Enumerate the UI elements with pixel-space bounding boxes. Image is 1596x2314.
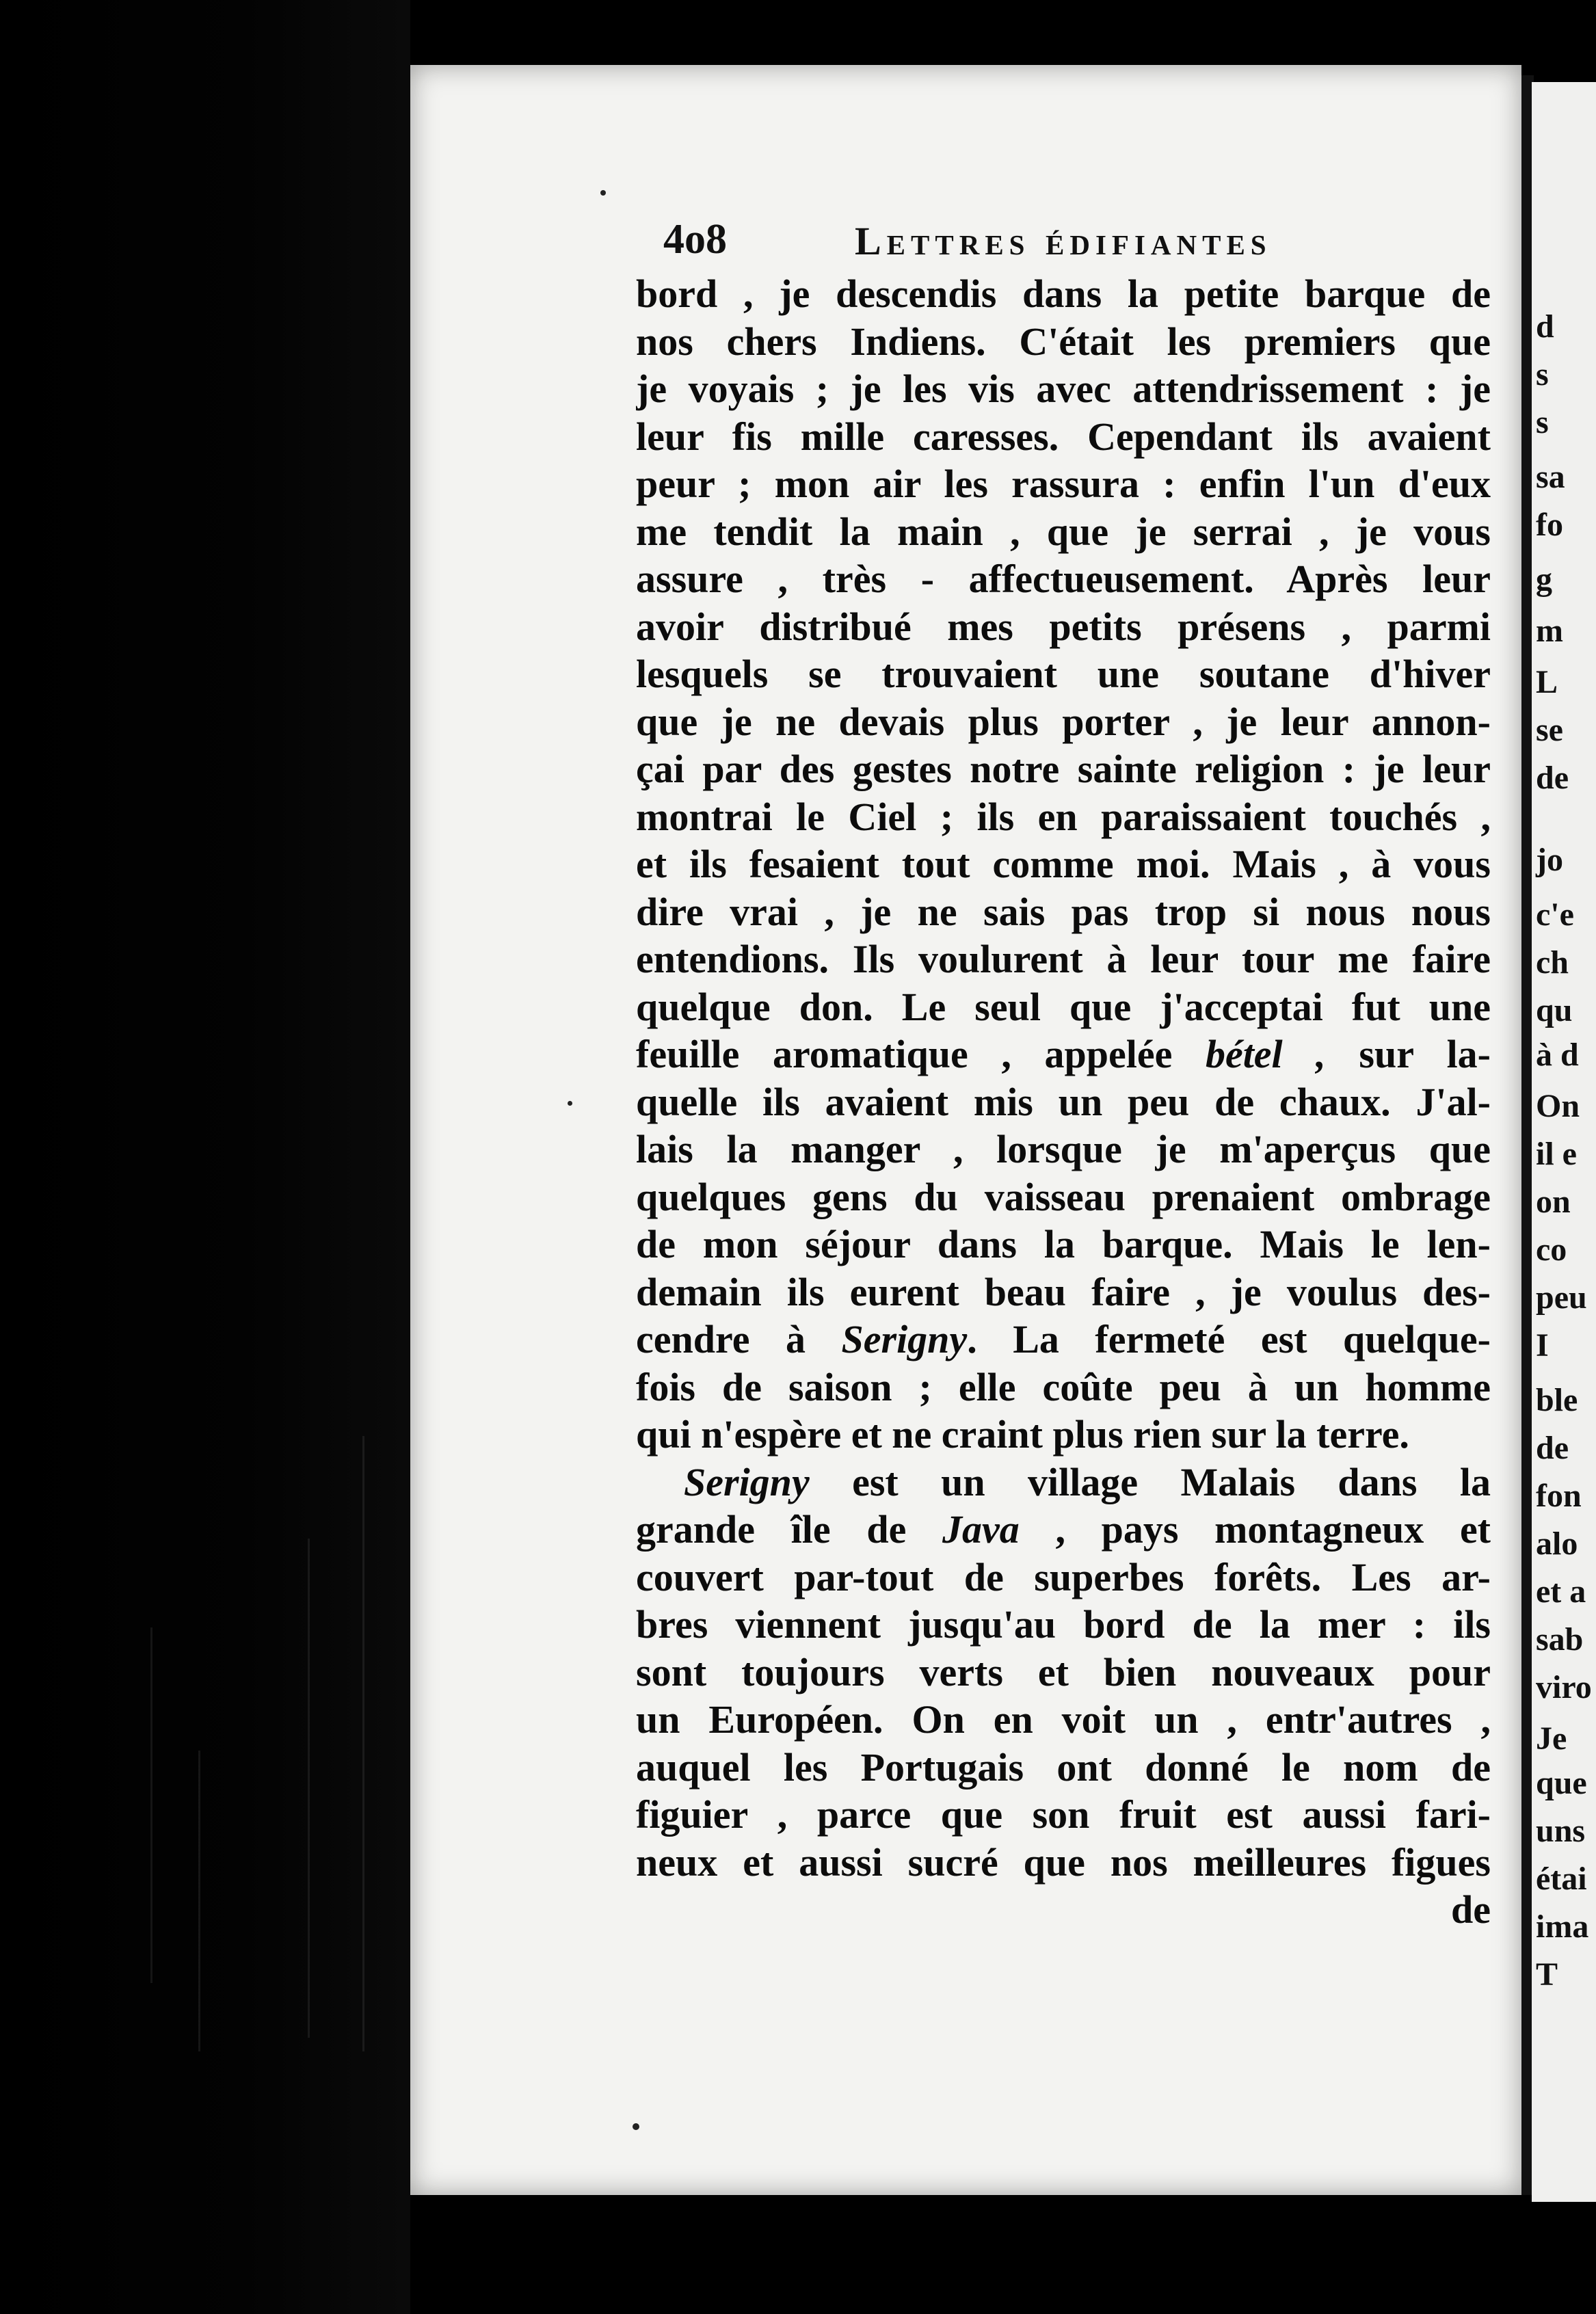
text-run: . La fermeté est quelque- bbox=[967, 1317, 1491, 1361]
facing-page-fragment: de bbox=[1536, 1430, 1569, 1466]
text-line bbox=[636, 698, 1491, 746]
facing-page-fragment: ima bbox=[1536, 1909, 1589, 1945]
facing-page-fragment: m bbox=[1536, 613, 1563, 649]
text-run: couvert par-tout de superbes forêts. Les ar- bbox=[636, 1554, 1491, 1599]
text-line bbox=[636, 1078, 1491, 1126]
text-run: , pays montagneux et bbox=[1019, 1507, 1491, 1552]
facing-page-fragment: de bbox=[1536, 760, 1569, 796]
facing-page-fragment: On bbox=[1536, 1088, 1580, 1124]
italic-text: bétel , bbox=[1205, 1032, 1326, 1076]
text-run: grande île de bbox=[636, 1507, 943, 1552]
facing-page-fragment: I bbox=[1536, 1327, 1549, 1364]
text-line bbox=[636, 460, 1491, 508]
italic-text: Serigny bbox=[684, 1459, 810, 1504]
text-line bbox=[636, 1459, 1491, 1506]
text-line bbox=[636, 1886, 1491, 1934]
text-run: neux et aussi sucré que nos meilleures figues bbox=[636, 1839, 1491, 1885]
facing-page-fragment: c'e bbox=[1536, 896, 1574, 933]
text-line bbox=[636, 1221, 1491, 1268]
text-run: avoir distribué mes petits présens , parmi bbox=[636, 604, 1491, 649]
text-run: entendions. Ils voulurent à leur tour me faire bbox=[636, 937, 1491, 981]
facing-page-fragment: d bbox=[1536, 308, 1554, 345]
facing-page-fragment: uns bbox=[1536, 1813, 1586, 1849]
text-line bbox=[636, 1173, 1491, 1221]
text-run: demain ils eurent beau faire , je voulus des- bbox=[636, 1269, 1491, 1314]
text-line bbox=[636, 983, 1491, 1031]
ink-speck bbox=[633, 2123, 639, 2130]
facing-page-fragment: alo bbox=[1536, 1526, 1578, 1562]
facing-page-fragment: g bbox=[1536, 561, 1552, 598]
facing-page-fragment: il e bbox=[1536, 1136, 1577, 1172]
facing-page-edge bbox=[1532, 82, 1596, 2202]
facing-page-fragment: ble bbox=[1536, 1382, 1578, 1418]
text-line bbox=[636, 365, 1491, 413]
facing-page-fragment: viro bbox=[1536, 1669, 1592, 1705]
text-line bbox=[636, 840, 1491, 888]
text-line bbox=[636, 270, 1491, 318]
facing-page-fragment: ch bbox=[1536, 944, 1569, 981]
text-run: quelque don. Le seul que j'acceptai fut une bbox=[636, 984, 1491, 1029]
text-run: bres viennent jusqu'au bord de la mer : ils bbox=[636, 1602, 1491, 1647]
text-run: çai par des gestes notre sainte religion : je leur bbox=[636, 747, 1491, 791]
text-run: assure , très - affectueusement. Après leur bbox=[636, 557, 1491, 601]
text-run: sont toujours verts et bien nouveaux pour bbox=[636, 1649, 1491, 1694]
page-header bbox=[663, 215, 1354, 277]
facing-page-fragment: co bbox=[1536, 1232, 1567, 1268]
facing-page-fragment: qu bbox=[1536, 992, 1573, 1028]
facing-page-fragment: peu bbox=[1536, 1279, 1587, 1316]
text-line bbox=[636, 413, 1491, 461]
facing-page-fragment: sab bbox=[1536, 1621, 1584, 1658]
text-line bbox=[636, 1506, 1491, 1554]
text-run: nos chers Indiens. C'était les premiers que bbox=[636, 319, 1491, 364]
text-run: figuier , parce que son fruit est aussi fari- bbox=[636, 1792, 1491, 1837]
text-line bbox=[636, 318, 1491, 366]
text-line bbox=[636, 555, 1491, 603]
italic-text: Serigny bbox=[841, 1317, 968, 1361]
facing-page-fragment: s bbox=[1536, 356, 1549, 393]
text-line bbox=[636, 1126, 1491, 1173]
page-number: 4o8 bbox=[663, 216, 727, 263]
facing-page-fragment: L bbox=[1536, 664, 1558, 700]
text-line bbox=[636, 1364, 1491, 1411]
scanner-background bbox=[0, 0, 410, 2314]
ink-speck bbox=[568, 1101, 572, 1106]
facing-page-fragment: T bbox=[1536, 1956, 1558, 1993]
text-run: je voyais ; je les vis avec attendrissement : je bbox=[636, 367, 1491, 411]
running-head: Lettres édifiantes bbox=[855, 219, 1272, 263]
text-run: dire vrai , je ne sais pas trop si nous nous bbox=[636, 889, 1491, 934]
facing-page-fragment: fo bbox=[1536, 507, 1563, 543]
text-run: qui n'espère et ne craint plus rien sur la terre. bbox=[636, 1412, 1409, 1457]
text-run: cendre à bbox=[636, 1317, 842, 1361]
text-run: leur fis mille caresses. Cependant ils avaient bbox=[636, 414, 1491, 459]
text-line bbox=[636, 1268, 1491, 1316]
text-run: auquel les Portugais ont donné le nom de bbox=[636, 1744, 1491, 1790]
facing-page-fragment: s bbox=[1536, 404, 1549, 440]
text-line bbox=[636, 1316, 1491, 1364]
text-line bbox=[636, 603, 1491, 651]
ink-speck bbox=[600, 190, 606, 196]
text-run: feuille aromatique , appelée bbox=[636, 1032, 1206, 1076]
text-line bbox=[636, 1791, 1491, 1839]
text-line bbox=[636, 650, 1491, 698]
body-text bbox=[636, 270, 1491, 1934]
text-line bbox=[636, 1744, 1491, 1792]
text-run: de bbox=[1451, 1887, 1491, 1932]
text-line bbox=[636, 1411, 1491, 1459]
text-line bbox=[636, 1030, 1491, 1078]
facing-page-fragment: que bbox=[1536, 1765, 1587, 1801]
text-run: quelle ils avaient mis un peu de chaux. J'al- bbox=[636, 1079, 1491, 1124]
text-line bbox=[636, 1839, 1491, 1887]
text-line bbox=[636, 935, 1491, 983]
text-run: lais la manger , lorsque je m'aperçus que bbox=[636, 1127, 1491, 1171]
text-line bbox=[636, 1554, 1491, 1601]
text-run: me tendit la main , que je serrai , je vous bbox=[636, 509, 1491, 554]
facing-page-fragment: étai bbox=[1536, 1861, 1587, 1897]
text-run: est un village Malais dans la bbox=[809, 1459, 1491, 1504]
facing-page-fragment: sa bbox=[1536, 459, 1565, 495]
text-run: fois de saison ; elle coûte peu à un homme bbox=[636, 1364, 1491, 1409]
text-line bbox=[636, 1649, 1491, 1697]
facing-page-fragment: fon bbox=[1536, 1478, 1582, 1514]
italic-text: Java bbox=[942, 1507, 1020, 1552]
text-line bbox=[636, 1696, 1491, 1744]
facing-page-fragment: on bbox=[1536, 1184, 1571, 1220]
text-run: peur ; mon air les rassura : enfin l'un d'eux bbox=[636, 462, 1491, 506]
text-run: montrai le Ciel ; ils en paraissaient touchés , bbox=[636, 794, 1491, 839]
text-run: de mon séjour dans la barque. Mais le len- bbox=[636, 1222, 1491, 1266]
text-line bbox=[636, 508, 1491, 556]
text-run: lesquels se trouvaient une soutane d'hiver bbox=[636, 652, 1491, 696]
text-run: bord , je descendis dans la petite barque de bbox=[636, 271, 1491, 316]
facing-page-fragment: à d bbox=[1536, 1037, 1579, 1073]
facing-page-fragment: Je bbox=[1536, 1720, 1567, 1757]
text-line bbox=[636, 745, 1491, 793]
text-run: quelques gens du vaisseau prenaient ombrage bbox=[636, 1174, 1491, 1219]
text-line bbox=[636, 888, 1491, 936]
text-run: et ils fesaient tout comme moi. Mais , à vous bbox=[636, 842, 1491, 886]
facing-page-fragment: se bbox=[1536, 712, 1563, 748]
facing-page-fragment: jo bbox=[1536, 842, 1563, 878]
text-line bbox=[636, 1601, 1491, 1649]
text-line bbox=[636, 793, 1491, 841]
facing-page-fragment: et a bbox=[1536, 1573, 1586, 1610]
text-run: un Européen. On en voit un , entr'autres , bbox=[636, 1697, 1491, 1742]
text-run: que je ne devais plus porter , je leur annon- bbox=[636, 699, 1491, 744]
text-run: sur la- bbox=[1325, 1032, 1491, 1076]
